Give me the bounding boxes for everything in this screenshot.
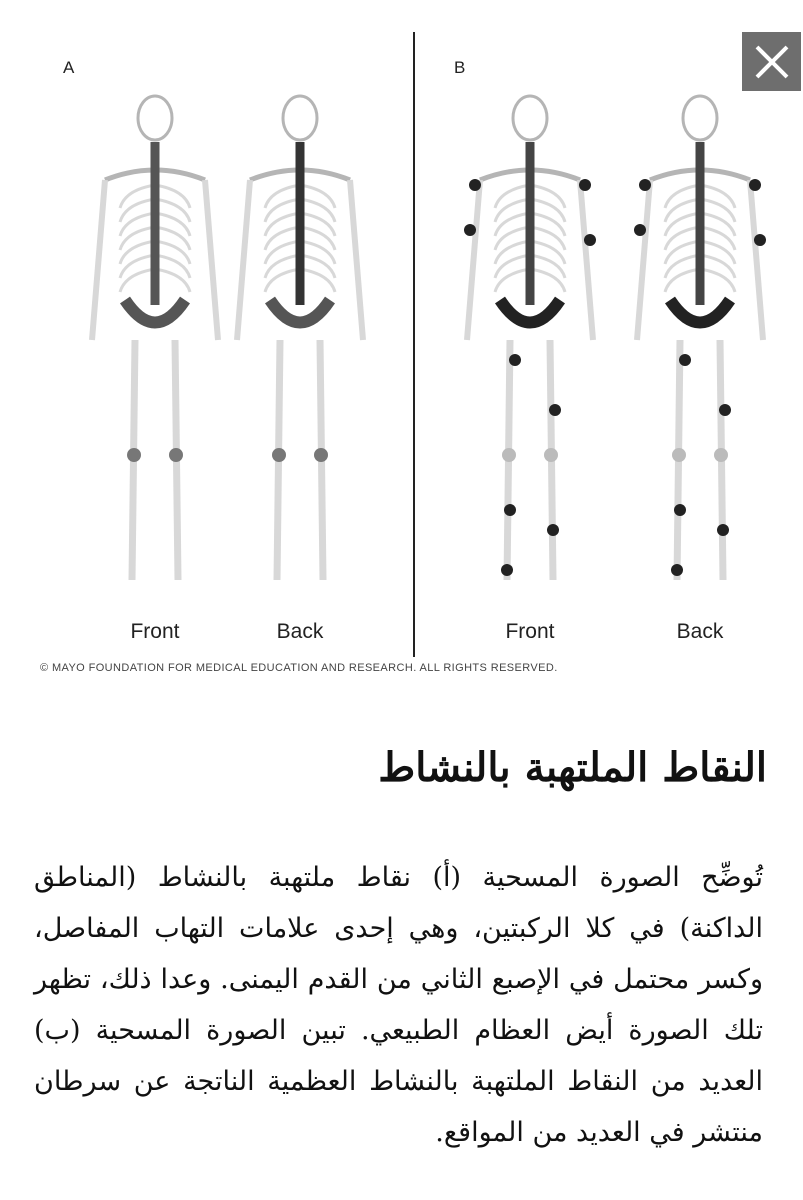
right-knee [544, 448, 558, 462]
right-arm [580, 180, 593, 340]
left-arm [92, 180, 105, 340]
rib [155, 269, 190, 292]
right-arm [205, 180, 218, 340]
panel-divider [413, 32, 415, 657]
right-knee [314, 448, 328, 462]
hot-spot [549, 404, 561, 416]
rib [530, 269, 565, 292]
left-arm [637, 180, 650, 340]
hot-spot [639, 179, 651, 191]
hot-spot [584, 234, 596, 246]
copyright-notice: © MAYO FOUNDATION FOR MEDICAL EDUCATION AND RESEARCH. ALL RIGHTS RESERVED. [40, 662, 558, 674]
hot-spot [501, 564, 513, 576]
left-knee [672, 448, 686, 462]
hot-spot [464, 224, 476, 236]
left-arm [237, 180, 250, 340]
hot-spot [579, 179, 591, 191]
rib [700, 269, 735, 292]
hot-spot [634, 224, 646, 236]
hot-spot [509, 354, 521, 366]
hot-spot [469, 179, 481, 191]
rib [265, 269, 300, 292]
close-button[interactable] [742, 32, 801, 91]
caption-b-back: Back [676, 620, 724, 643]
left-knee [272, 448, 286, 462]
rib [665, 269, 700, 292]
hot-spot [679, 354, 691, 366]
hot-spot [719, 404, 731, 416]
right-arm [350, 180, 363, 340]
rib [495, 269, 530, 292]
skull [683, 96, 717, 140]
right-arm [750, 180, 763, 340]
scan-a-front [80, 90, 230, 610]
panel-a-label: A [63, 58, 75, 77]
right-knee [714, 448, 728, 462]
hot-spot [504, 504, 516, 516]
skull [513, 96, 547, 140]
scan-b-front [455, 90, 605, 610]
left-knee [502, 448, 516, 462]
right-knee [169, 448, 183, 462]
hot-spot [754, 234, 766, 246]
hot-spot [547, 524, 559, 536]
scan-a-back [225, 90, 375, 610]
hot-spot [674, 504, 686, 516]
close-icon [752, 42, 792, 82]
left-knee [127, 448, 141, 462]
rib [300, 269, 335, 292]
article-heading: النقاط الملتهبة بالنشاط [378, 744, 767, 791]
caption-a-back: Back [276, 620, 324, 643]
scan-b-back [625, 90, 775, 610]
panel-b-label: B [454, 58, 466, 77]
caption-b-front: Front [505, 620, 555, 643]
left-arm [467, 180, 480, 340]
caption-a-front: Front [130, 620, 180, 643]
hot-spot [749, 179, 761, 191]
skull [283, 96, 317, 140]
article-body: تُوضِّح الصورة المسحية (أ) نقاط ملتهبة بالنشاط (المناطق الداكنة) في كلا الركبتين، وهي إحدى علامات التهاب المفاصل، وكسر محتمل في الإصبع الثاني من القدم اليمنى. وعدا ذلك، تظهر تلك الصورة أيض العظام الطبيعي. تبين الصورة المسحية (ب) العديد من النقاط الملتهبة بالنشاط العظمية الناتجة عن سرطان منتشر في العديد من المواقع. [34, 862, 763, 1148]
hot-spot [671, 564, 683, 576]
rib [120, 269, 155, 292]
hot-spot [717, 524, 729, 536]
skull [138, 96, 172, 140]
